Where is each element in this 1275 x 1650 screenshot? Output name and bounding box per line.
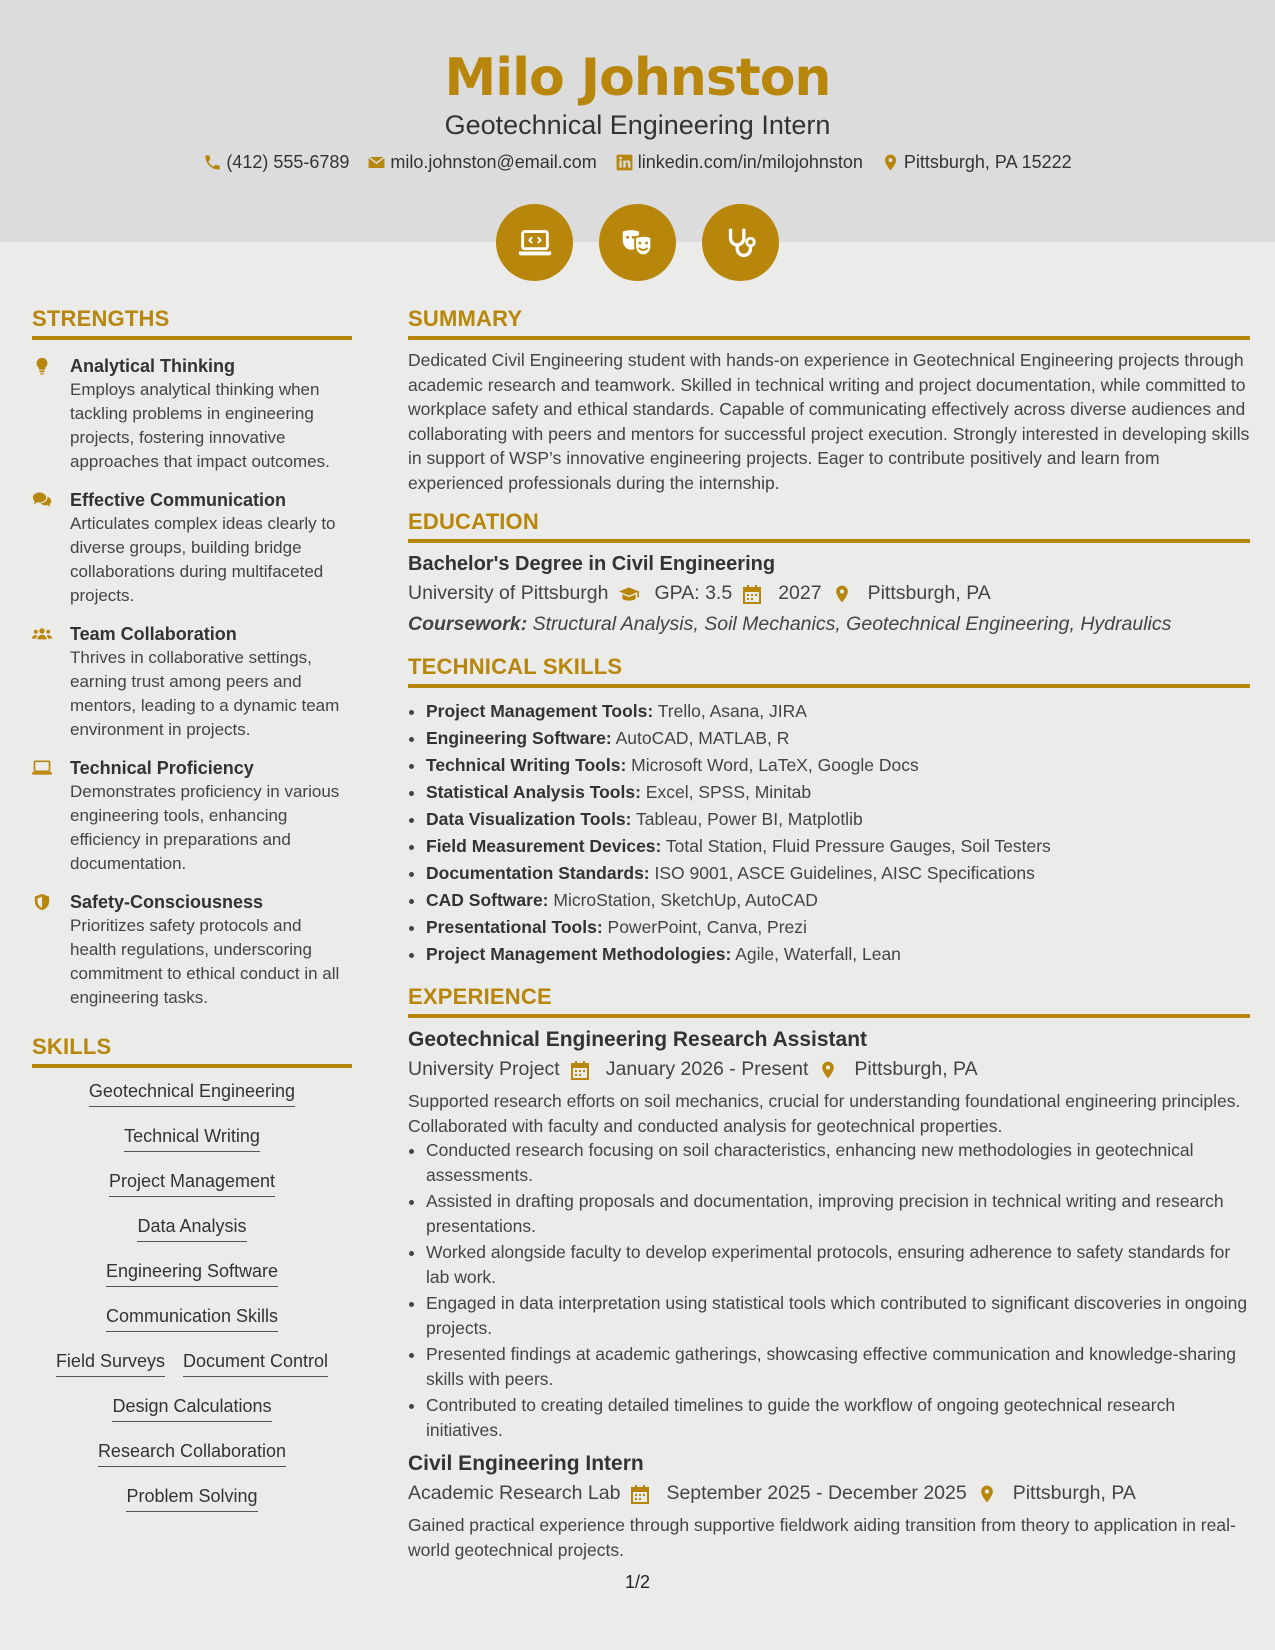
envelope-icon (367, 153, 386, 172)
job-meta: University Project January 2026 - Present Pittsburgh, PA (408, 1058, 978, 1080)
list-item: • Engaged in data interpretation using statistical tools which contributed to significant discoveries in ongoing projects. (426, 1291, 1250, 1340)
job-description: Gained practical experience through supportive fieldwork aiding transition from theory to application in real-world geotechnical projects. (408, 1515, 1236, 1560)
job-description: Supported research efforts on soil mechanics, crucial for understanding foundational engineering principles. Collaborated with faculty and conducted analysis for geotechnical properties. (408, 1091, 1241, 1136)
phone-icon (203, 153, 222, 172)
strength-item: Safety-Consciousness Prioritizes safety protocols and health regulations, underscoring commitment to ethical conduct in all engineering tasks. (32, 890, 352, 1010)
calendar-icon (630, 1484, 650, 1504)
education-meta (408, 582, 1250, 605)
strength-item: Analytical Thinking Employs analytical thinking when tackling problems in engineering projects, fostering innovative approaches that impact outcomes. (32, 354, 352, 474)
skill-tag: Technical Writing (124, 1125, 260, 1152)
list-item: • Presentational Tools: PowerPoint, Canva, Prezi (426, 914, 1250, 941)
contact-linkedin[interactable]: linkedin.com/in/milojohnston (615, 152, 863, 173)
list-item: • Documentation Standards: ISO 9001, ASCE Guidelines, AISC Specifications (426, 860, 1250, 887)
calendar-icon (570, 1060, 590, 1080)
stethoscope-icon (722, 224, 760, 262)
skill-tag: Engineering Software (106, 1260, 278, 1287)
gpa: GPA: 3.5 (654, 582, 733, 604)
map-marker-icon (977, 1484, 997, 1504)
calendar-icon (742, 584, 762, 604)
list-item: • Project Management Methodologies: Agile, Waterfall, Lean (426, 941, 1250, 968)
degree: Bachelor's Degree in Civil Engineering (408, 553, 776, 575)
interest-badges (0, 204, 1275, 281)
list-item: • Technical Writing Tools: Microsoft Word, LaTeX, Google Docs (426, 752, 1250, 779)
shield-icon (32, 893, 52, 911)
skill-tag: Data Analysis (137, 1215, 246, 1242)
skill-tag: Project Management (109, 1170, 275, 1197)
map-marker-icon (818, 1060, 838, 1080)
strength-item: Team Collaboration Thrives in collaborative settings, earning trust among peers and mentors, leading to a dynamic team environment in projects. (32, 622, 352, 742)
candidate-title: Geotechnical Engineering Intern (444, 110, 831, 140)
stethoscope-badge (702, 204, 779, 281)
skills-heading: SKILLS (32, 1034, 352, 1068)
technical-skills-list (408, 698, 1250, 968)
list-item: • Project Management Tools: Trello, Asana, JIRA (426, 698, 1250, 725)
strengths-heading: STRENGTHS (32, 306, 352, 340)
grad-year: 2027 (778, 582, 822, 604)
skill-tag: Communication Skills (106, 1305, 278, 1332)
job-meta: Academic Research Lab September 2025 - December 2025 Pittsburgh, PA (408, 1482, 1136, 1504)
education-heading: EDUCATION (408, 509, 1250, 543)
theater-masks-badge (599, 204, 676, 281)
list-item: • Data Visualization Tools: Tableau, Power BI, Matplotlib (426, 806, 1250, 833)
laptop-code-badge (496, 204, 573, 281)
strength-item: Technical Proficiency Demonstrates proficiency in various engineering tools, enhancing efficiency in preparations and documentation. (32, 756, 352, 876)
list-item: • Presented findings at academic gatherings, showcasing effective communication and knowledge-sharing skills with peers. (426, 1342, 1250, 1391)
job-title: Civil Engineering Intern (408, 1452, 644, 1475)
list-item: • Assisted in drafting proposals and documentation, improving precision in technical writing and research presentations. (426, 1189, 1250, 1238)
theater-masks-icon (619, 224, 657, 262)
map-marker-icon (881, 153, 900, 172)
skill-tag: Research Collaboration (98, 1440, 286, 1467)
users-icon (32, 625, 52, 643)
skill-tag: Document Control (183, 1350, 328, 1377)
list-item: • Statistical Analysis Tools: Excel, SPSS, Minitab (426, 779, 1250, 806)
list-item: • CAD Software: MicroStation, SketchUp, AutoCAD (426, 887, 1250, 914)
list-item: • Contributed to creating detailed timelines to guide the workflow of ongoing geotechnical research initiatives. (426, 1393, 1250, 1442)
skill-tag: Geotechnical Engineering (89, 1080, 295, 1107)
skill-tag: Field Surveys (56, 1350, 165, 1377)
linkedin-icon (615, 153, 634, 172)
contact-phone[interactable]: (412) 555-6789 (203, 152, 349, 173)
map-marker-icon (832, 584, 852, 604)
comments-icon (32, 491, 52, 509)
summary-text: Dedicated Civil Engineering student with hands-on experience in Geotechnical Engineering projects through academic research and teamwork. Skilled in technical writing and project documentation, while committed to workplace safety and ethical standards. Capable of communicating effectively across diverse audiences and collaborating with peers and mentors for successful project execution. Strongly interested in developing skills in support of WSP’s innovative engineering projects. Eager to contribute positively and learn from experienced professionals during the internship. (408, 350, 1250, 493)
contact-email[interactable]: milo.johnston@email.com (367, 152, 596, 173)
contact-bar (0, 152, 1275, 173)
laptop-code-icon (516, 224, 554, 262)
job-title: Geotechnical Engineering Research Assistant (408, 1028, 868, 1051)
left-column (32, 306, 352, 1530)
skill-tag: Problem Solving (126, 1485, 257, 1512)
experience-heading: EXPERIENCE (408, 984, 1250, 1018)
graduation-cap-icon (619, 584, 639, 604)
job-bullets (408, 1138, 1250, 1442)
contact-location: Pittsburgh, PA 15222 (881, 152, 1072, 173)
laptop-icon (32, 759, 52, 777)
candidate-name: Milo Johnston (444, 48, 831, 108)
list-item: • Field Measurement Devices: Total Station, Fluid Pressure Gauges, Soil Testers (426, 833, 1250, 860)
coursework: Coursework: Structural Analysis, Soil Mechanics, Geotechnical Engineering, Hydraulics (408, 613, 1172, 635)
skills-list (32, 1080, 352, 1530)
skill-tag: Design Calculations (112, 1395, 271, 1422)
edu-location: Pittsburgh, PA (867, 582, 991, 604)
list-item: • Engineering Software: AutoCAD, MATLAB, R (426, 725, 1250, 752)
strength-item: Effective Communication Articulates complex ideas clearly to diverse groups, building bridge collaborations during multifaceted projects. (32, 488, 352, 608)
lightbulb-icon (32, 357, 52, 375)
technical-skills-heading: TECHNICAL SKILLS (408, 654, 1250, 688)
list-item: • Worked alongside faculty to develop experimental protocols, ensuring adherence to safety standards for lab work. (426, 1240, 1250, 1289)
list-item: • Conducted research focusing on soil characteristics, enhancing new methodologies in geotechnical assessments. (426, 1138, 1250, 1187)
school: University of Pittsburgh (408, 582, 609, 604)
page-number: 1/2 (624, 1572, 651, 1592)
right-column (408, 306, 1250, 1562)
summary-heading: SUMMARY (408, 306, 1250, 340)
